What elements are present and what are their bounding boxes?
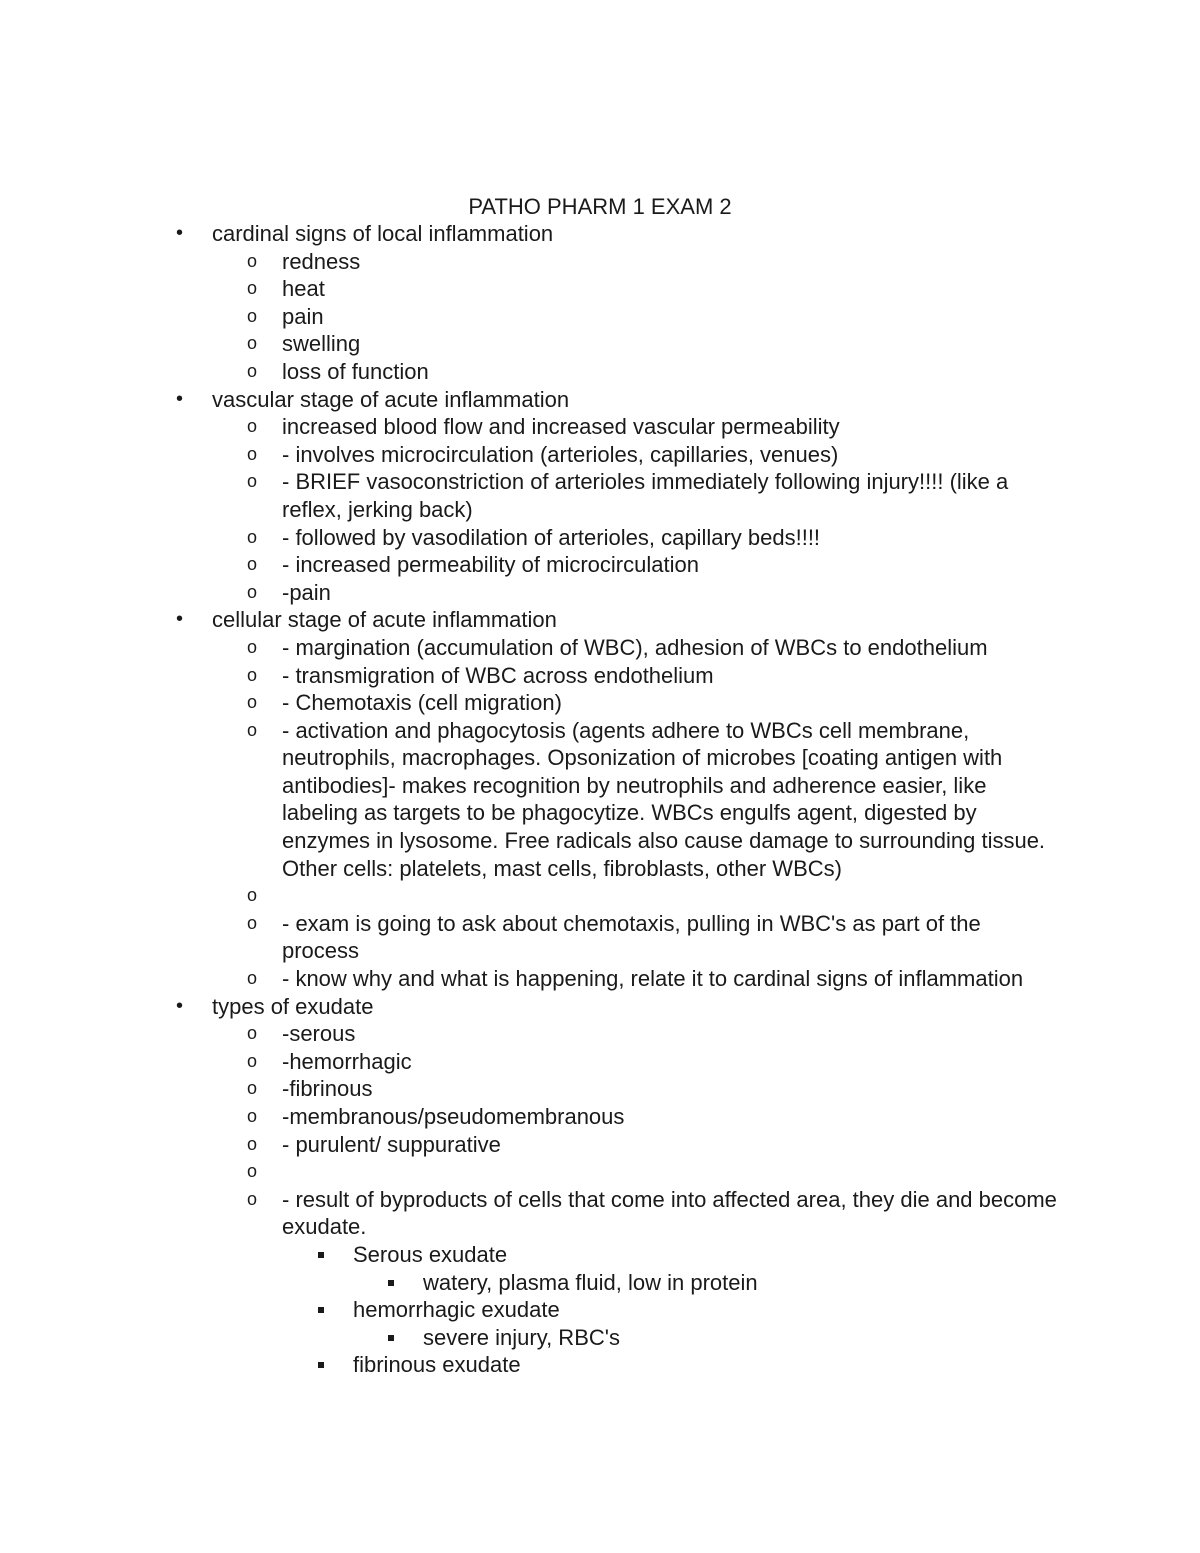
outline-item-text: watery, plasma fluid, low in protein: [423, 1269, 758, 1295]
outline-item-text: - transmigration of WBC across endothelium: [282, 662, 714, 688]
circle-bullet-icon: o: [247, 968, 258, 989]
outline-item-level-2: [0, 441, 1200, 469]
circle-bullet-icon: o: [247, 885, 258, 906]
outline-item-level-2: [0, 330, 1200, 358]
outline-item-text: increased blood flow and increased vascular permeability: [282, 414, 840, 440]
circle-bullet-icon: o: [247, 1078, 258, 1099]
outline-item-text: - know why and what is happening, relate it to cardinal signs of inflammation: [282, 966, 1024, 992]
outline-item-text: - result of byproducts of cells that come into affected area, they die and become exudate.: [282, 1186, 1057, 1240]
outline-item-level-2: [0, 551, 1200, 579]
circle-bullet-icon: o: [247, 305, 258, 326]
outline-item-level-2: [0, 1048, 1200, 1076]
outline-item-text: Serous exudate: [353, 1241, 508, 1267]
outline-item-level-2: [0, 910, 1200, 965]
outline-item-text: [282, 1158, 1057, 1186]
circle-bullet-icon: o: [247, 1133, 258, 1154]
outline-item-level-2: [0, 1103, 1200, 1131]
square-bullet-icon: [318, 1362, 324, 1368]
circle-bullet-icon: o: [247, 471, 258, 492]
outline-item-text: [282, 882, 1057, 910]
outline-item-text: - increased permeability of microcirculation: [282, 552, 699, 578]
outline-item-text: -membranous/pseudomembranous: [282, 1104, 625, 1129]
outline-item-text: -hemorrhagic: [282, 1048, 412, 1074]
circle-bullet-icon: o: [247, 1050, 258, 1071]
outline-item-level-2: [0, 524, 1200, 552]
square-bullet-icon: [388, 1335, 394, 1341]
outline-list: [0, 220, 1200, 1379]
circle-bullet-icon: o: [247, 636, 258, 657]
outline-item-level-2: [0, 1131, 1200, 1159]
outline-item-text: hemorrhagic exudate: [353, 1297, 560, 1323]
circle-bullet-icon: o: [247, 581, 258, 602]
outline-item-level-2: [0, 275, 1200, 303]
circle-bullet-icon: o: [247, 1161, 258, 1182]
outline-item-level-2: [0, 413, 1200, 441]
outline-item-text: pain: [282, 303, 324, 329]
outline-item-level-1: [0, 993, 1200, 1021]
circle-bullet-icon: o: [247, 664, 258, 685]
circle-bullet-icon: o: [247, 443, 258, 464]
outline-item-level-3: [0, 1351, 1200, 1379]
outline-item-level-2: [0, 1020, 1200, 1048]
outline-item-text: - activation and phagocytosis (agents adhere to WBCs cell membrane, neutrophils, macrophages. Opsonization of microbes [coating antigen with antibodies]- makes recognition by neutrophils and adherence easier, like labeling as targets to be phagocytize. WBCs engulfs agent, digested by enzymes in lysosome. Free radicals also cause damage to surrounding tissue. Other cells: platelets, mast cells, fibroblasts, other WBCs): [282, 717, 1046, 881]
circle-bullet-icon: o: [247, 278, 258, 299]
outline-item-text: -pain: [282, 579, 331, 605]
outline-item-level-2: [0, 579, 1200, 607]
circle-bullet-icon: o: [247, 1188, 258, 1209]
outline-item-level-2: [0, 358, 1200, 386]
outline-item-level-2: [0, 965, 1200, 993]
circle-bullet-icon: o: [247, 912, 258, 933]
outline-item-text: - involves microcirculation (arterioles, capillaries, venues): [282, 441, 839, 467]
outline-item-level-2: [0, 882, 1200, 910]
outline-item-text: redness: [282, 248, 361, 274]
circle-bullet-icon: o: [247, 250, 258, 271]
outline-item-level-2: [0, 1075, 1200, 1103]
outline-item-level-2: [0, 303, 1200, 331]
outline-item-text: types of exudate: [212, 993, 374, 1019]
outline-item-text: cardinal signs of local inflammation: [212, 221, 554, 246]
outline-item-text: severe injury, RBC's: [423, 1324, 620, 1350]
outline-item-level-1: [0, 386, 1200, 414]
circle-bullet-icon: o: [247, 692, 258, 713]
outline-item-level-4: [0, 1269, 1200, 1297]
bullet-icon: •: [176, 222, 184, 244]
outline-item-text: - followed by vasodilation of arterioles, capillary beds!!!!: [282, 524, 821, 550]
outline-item-text: swelling: [282, 331, 361, 357]
outline-item-level-2: [0, 468, 1200, 523]
bullet-icon: •: [176, 387, 184, 410]
outline-item-text: heat: [282, 276, 325, 302]
outline-item-level-3: [0, 1296, 1200, 1324]
outline-item-level-2: [0, 634, 1200, 662]
square-bullet-icon: [318, 1252, 324, 1258]
outline-item-text: - exam is going to ask about chemotaxis, pulling in WBC's as part of the process: [282, 910, 981, 964]
bullet-icon: •: [176, 994, 184, 1017]
outline-item-text: - purulent/ suppurative: [282, 1131, 501, 1157]
outline-item-text: cellular stage of acute inflammation: [212, 607, 557, 633]
outline-item-level-1: [0, 220, 1200, 248]
document-title: PATHO PHARM 1 EXAM 2: [468, 194, 732, 219]
outline-item-level-3: [0, 1241, 1200, 1269]
circle-bullet-icon: o: [247, 333, 258, 354]
circle-bullet-icon: o: [247, 1106, 258, 1126]
circle-bullet-icon: o: [247, 554, 258, 575]
bullet-icon: •: [176, 608, 184, 631]
square-bullet-icon: [388, 1280, 394, 1286]
circle-bullet-icon: o: [247, 360, 258, 381]
outline-item-text: - margination (accumulation of WBC), adhesion of WBCs to endothelium: [282, 634, 988, 660]
outline-item-text: - BRIEF vasoconstriction of arterioles immediately following injury!!!! (like a reflex, jerking back): [282, 469, 1009, 522]
outline-item-level-2: [0, 662, 1200, 690]
square-bullet-icon: [318, 1307, 324, 1313]
outline-item-level-1: [0, 606, 1200, 634]
outline-item-text: fibrinous exudate: [353, 1352, 521, 1378]
outline-item-level-4: [0, 1324, 1200, 1352]
circle-bullet-icon: o: [247, 526, 258, 547]
outline-item-text: -serous: [282, 1021, 356, 1047]
circle-bullet-icon: o: [247, 719, 258, 740]
outline-item-level-2: [0, 717, 1200, 883]
outline-item-text: - Chemotaxis (cell migration): [282, 690, 562, 716]
circle-bullet-icon: o: [247, 1023, 258, 1044]
outline-item-level-2: [0, 689, 1200, 717]
outline-item-text: vascular stage of acute inflammation: [212, 386, 570, 412]
circle-bullet-icon: o: [247, 416, 258, 437]
outline-item-level-2: [0, 248, 1200, 276]
outline-item-text: loss of function: [282, 358, 429, 384]
outline-item-text: -fibrinous: [282, 1076, 373, 1102]
outline-item-level-2: [0, 1158, 1200, 1186]
outline-item-level-2: [0, 1186, 1200, 1241]
